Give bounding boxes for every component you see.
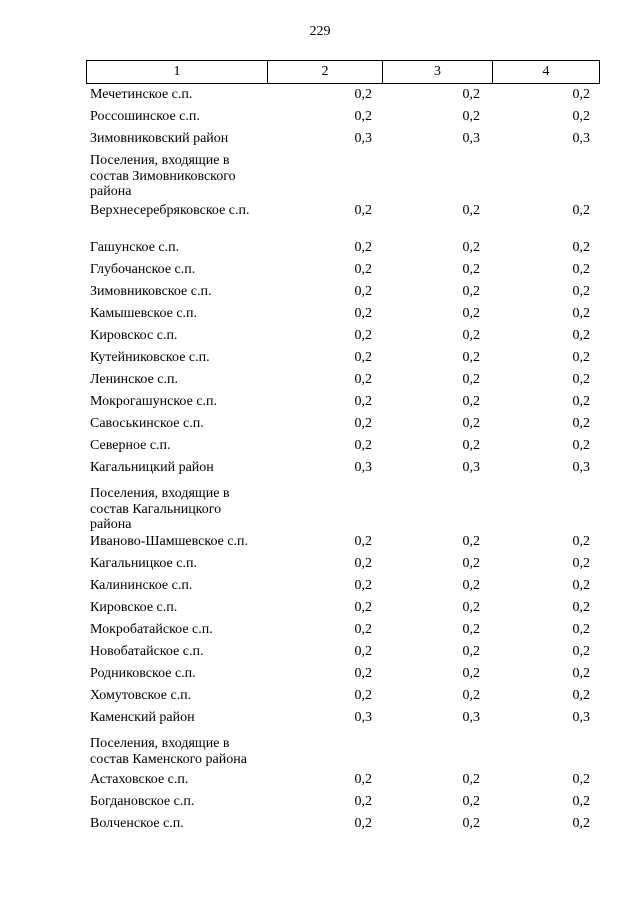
row-value-col4: 0,2 bbox=[572, 328, 590, 343]
row-value-col2: 0,2 bbox=[354, 350, 372, 365]
row-name-cell: Хомутовское с.п. bbox=[90, 688, 192, 703]
row-value-col4: 0,2 bbox=[572, 666, 590, 681]
row-value-col4: 0,3 bbox=[572, 460, 590, 475]
row-name-cell: Мечетинское с.п. bbox=[90, 87, 193, 102]
table-row bbox=[90, 306, 600, 322]
table-row bbox=[90, 372, 600, 388]
row-value-col3: 0,2 bbox=[462, 203, 480, 218]
row-name-cell: Поселения, входящие в состав Кагальницкого района bbox=[90, 486, 230, 532]
table-row bbox=[90, 87, 600, 103]
table-row bbox=[90, 688, 600, 704]
row-value-col3: 0,2 bbox=[462, 794, 480, 809]
table-row bbox=[90, 328, 600, 344]
row-value-col3: 0,2 bbox=[462, 622, 480, 637]
row-name-cell: Савоськинское с.п. bbox=[90, 416, 204, 431]
table-row bbox=[90, 816, 600, 832]
row-value-col4: 0,2 bbox=[572, 416, 590, 431]
row-value-col4: 0,2 bbox=[572, 534, 590, 549]
row-name-cell: Кагальницкий район bbox=[90, 460, 214, 475]
table-row bbox=[90, 772, 600, 788]
row-name-cell: Астаховское с.п. bbox=[90, 772, 189, 787]
row-value-col4: 0,2 bbox=[572, 109, 590, 124]
row-value-col2: 0,2 bbox=[354, 109, 372, 124]
row-value-col4: 0,2 bbox=[572, 622, 590, 637]
row-name-cell: Мокробатайское с.п. bbox=[90, 622, 213, 637]
row-name-cell: Гашунское с.п. bbox=[90, 240, 180, 255]
table-row bbox=[90, 460, 600, 476]
row-value-col2: 0,2 bbox=[354, 416, 372, 431]
row-value-col2: 0,2 bbox=[354, 772, 372, 787]
table-row bbox=[90, 262, 600, 278]
row-value-col4: 0,2 bbox=[572, 203, 590, 218]
row-name-cell: Каменский район bbox=[90, 710, 195, 725]
row-name-cell: Калининское с.п. bbox=[90, 578, 193, 593]
row-value-col3: 0,2 bbox=[462, 600, 480, 615]
row-name-cell: Ленинское с.п. bbox=[90, 372, 178, 387]
table-row bbox=[90, 666, 600, 682]
row-name-cell: Новобатайское с.п. bbox=[90, 644, 204, 659]
row-value-col2: 0,2 bbox=[354, 394, 372, 409]
row-value-col2 bbox=[265, 486, 372, 533]
row-value-col2: 0,2 bbox=[354, 262, 372, 277]
table-row bbox=[90, 438, 600, 454]
row-value-col2: 0,3 bbox=[354, 460, 372, 475]
table-row bbox=[90, 394, 600, 410]
column-header-4: 4 bbox=[492, 61, 599, 83]
row-value-col3: 0,2 bbox=[462, 772, 480, 787]
row-value-col3: 0,2 bbox=[462, 578, 480, 593]
row-value-col3: 0,2 bbox=[462, 816, 480, 831]
table-row bbox=[90, 153, 600, 200]
column-header-3: 3 bbox=[382, 61, 492, 83]
row-name-cell: Иваново-Шамшевское с.п. bbox=[90, 534, 249, 549]
row-value-col3: 0,2 bbox=[462, 240, 480, 255]
table-row bbox=[90, 794, 600, 810]
row-value-col2: 0,2 bbox=[354, 372, 372, 387]
row-value-col3: 0,2 bbox=[462, 284, 480, 299]
row-value-col3: 0,2 bbox=[462, 666, 480, 681]
row-value-col4: 0,2 bbox=[572, 306, 590, 321]
row-value-col3: 0,2 bbox=[462, 688, 480, 703]
row-value-col4: 0,2 bbox=[572, 284, 590, 299]
row-value-col4: 0,2 bbox=[572, 372, 590, 387]
table-row bbox=[90, 600, 600, 616]
column-header-2: 2 bbox=[267, 61, 382, 83]
row-name-cell: Волченское с.п. bbox=[90, 816, 184, 831]
row-value-col3: 0,2 bbox=[462, 644, 480, 659]
row-value-col4: 0,2 bbox=[572, 578, 590, 593]
row-value-col3: 0,2 bbox=[462, 87, 480, 102]
row-value-col2: 0,2 bbox=[354, 534, 372, 549]
row-value-col4: 0,2 bbox=[572, 240, 590, 255]
row-value-col2: 0,2 bbox=[354, 328, 372, 343]
row-name-cell: Мокрогашунское с.п. bbox=[90, 394, 218, 409]
row-value-col3: 0,2 bbox=[462, 262, 480, 277]
row-value-col4: 0,2 bbox=[572, 262, 590, 277]
row-name-cell: Кировскос с.п. bbox=[90, 328, 178, 343]
row-value-col4: 0,2 bbox=[572, 600, 590, 615]
row-value-col2: 0,3 bbox=[354, 710, 372, 725]
row-value-col3: 0,2 bbox=[462, 438, 480, 453]
row-value-col4: 0,2 bbox=[572, 394, 590, 409]
table-row bbox=[90, 486, 600, 533]
row-value-col2: 0,2 bbox=[354, 666, 372, 681]
row-value-col4: 0,2 bbox=[572, 794, 590, 809]
table-row bbox=[90, 240, 600, 256]
row-value-col3: 0,2 bbox=[462, 416, 480, 431]
row-value-col2: 0,2 bbox=[354, 816, 372, 831]
row-value-col3: 0,3 bbox=[462, 710, 480, 725]
row-name-cell: Кагальницкое с.п. bbox=[90, 556, 197, 571]
row-value-col4 bbox=[480, 486, 590, 533]
row-name-cell: Зимовниковский район bbox=[90, 131, 229, 146]
row-value-col4: 0,3 bbox=[572, 131, 590, 146]
row-value-col2: 0,2 bbox=[354, 203, 372, 218]
row-value-col2: 0,2 bbox=[354, 306, 372, 321]
row-name-cell: Северное с.п. bbox=[90, 438, 171, 453]
row-value-col2: 0,2 bbox=[354, 284, 372, 299]
row-value-col2: 0,2 bbox=[354, 688, 372, 703]
row-value-col3 bbox=[372, 736, 480, 767]
row-value-col3: 0,2 bbox=[462, 350, 480, 365]
row-value-col3: 0,2 bbox=[462, 394, 480, 409]
row-name-cell: Поселения, входящие в состав Зимовниковского района bbox=[90, 153, 236, 199]
table-row bbox=[90, 736, 600, 767]
row-value-col3: 0,2 bbox=[462, 372, 480, 387]
table-row bbox=[90, 416, 600, 432]
row-value-col4: 0,2 bbox=[572, 644, 590, 659]
row-value-col2: 0,2 bbox=[354, 240, 372, 255]
table-row bbox=[90, 644, 600, 660]
row-value-col2: 0,2 bbox=[354, 438, 372, 453]
row-value-col3: 0,2 bbox=[462, 556, 480, 571]
row-name-cell: Родниковское с.п. bbox=[90, 666, 196, 681]
table-row bbox=[90, 203, 600, 219]
table-row bbox=[90, 534, 600, 550]
row-value-col4: 0,3 bbox=[572, 710, 590, 725]
table-row bbox=[90, 710, 600, 726]
row-name-cell: Поселения, входящие в состав Каменского района bbox=[90, 736, 247, 767]
table-row bbox=[90, 350, 600, 366]
row-value-col4: 0,2 bbox=[572, 688, 590, 703]
row-value-col4: 0,2 bbox=[572, 556, 590, 571]
row-value-col3: 0,2 bbox=[462, 306, 480, 321]
row-name-cell: Глубочанское с.п. bbox=[90, 262, 196, 277]
row-value-col2 bbox=[265, 736, 372, 767]
row-name-cell: Камышевское с.п. bbox=[90, 306, 198, 321]
row-value-col3: 0,3 bbox=[462, 460, 480, 475]
row-name-cell: Богдановское с.п. bbox=[90, 794, 195, 809]
row-value-col4: 0,2 bbox=[572, 816, 590, 831]
row-value-col4: 0,2 bbox=[572, 87, 590, 102]
row-value-col2: 0,2 bbox=[354, 794, 372, 809]
row-value-col2: 0,2 bbox=[354, 556, 372, 571]
table-row bbox=[90, 131, 600, 147]
table-row bbox=[90, 284, 600, 300]
row-value-col4 bbox=[480, 153, 590, 200]
row-name-cell: Верхнесеребряковское с.п. bbox=[90, 203, 250, 218]
row-name-cell: Зимовниковское с.п. bbox=[90, 284, 212, 299]
table-row bbox=[90, 109, 600, 125]
table-row bbox=[90, 556, 600, 572]
row-value-col4: 0,2 bbox=[572, 350, 590, 365]
row-value-col3: 0,2 bbox=[462, 109, 480, 124]
row-value-col3 bbox=[372, 486, 480, 533]
table-row bbox=[90, 578, 600, 594]
row-value-col3: 0,2 bbox=[462, 328, 480, 343]
row-value-col4: 0,2 bbox=[572, 438, 590, 453]
row-value-col2: 0,2 bbox=[354, 644, 372, 659]
row-name-cell: Кутейниковское с.п. bbox=[90, 350, 210, 365]
table-row bbox=[90, 622, 600, 638]
row-value-col4: 0,2 bbox=[572, 772, 590, 787]
row-value-col3 bbox=[372, 153, 480, 200]
table-header bbox=[86, 60, 600, 84]
row-value-col4 bbox=[480, 736, 590, 767]
page-number: 229 bbox=[309, 24, 331, 39]
row-value-col2: 0,2 bbox=[354, 600, 372, 615]
row-name-cell: Россошинское с.п. bbox=[90, 109, 200, 124]
row-value-col2: 0,2 bbox=[354, 87, 372, 102]
row-value-col3: 0,3 bbox=[462, 131, 480, 146]
row-value-col3: 0,2 bbox=[462, 534, 480, 549]
column-header-1: 1 bbox=[173, 64, 181, 79]
row-value-col2: 0,3 bbox=[354, 131, 372, 146]
row-value-col2: 0,2 bbox=[354, 622, 372, 637]
row-value-col2 bbox=[265, 153, 372, 200]
row-name-cell: Кировское с.п. bbox=[90, 600, 178, 615]
row-value-col2: 0,2 bbox=[354, 578, 372, 593]
